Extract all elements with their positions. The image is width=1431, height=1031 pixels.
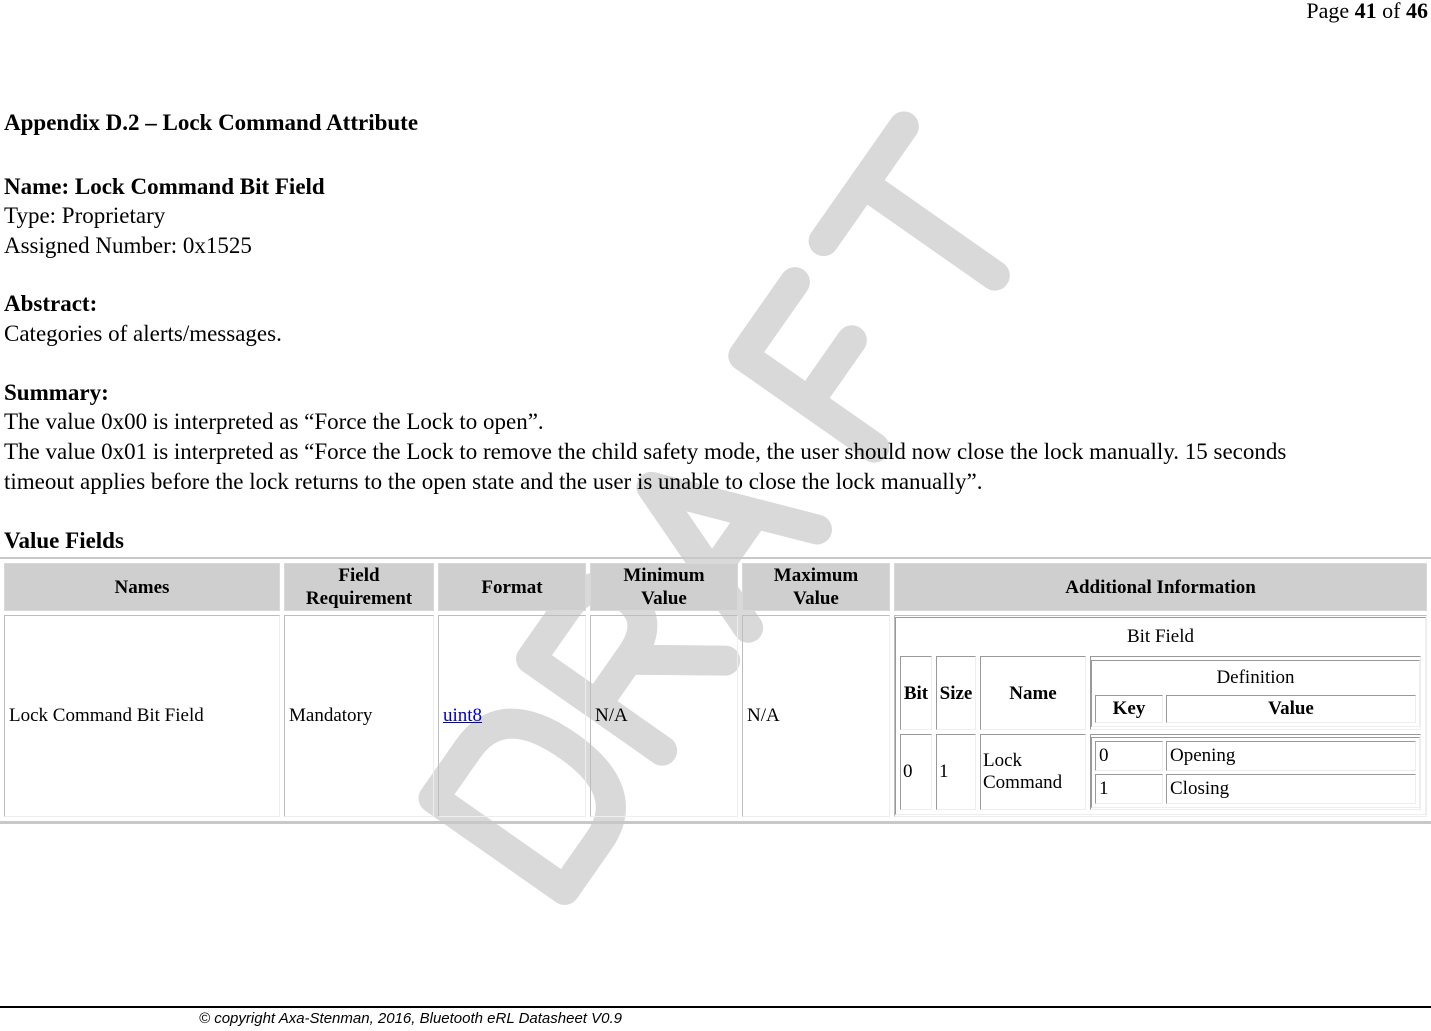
assigned-number-line: Assigned Number: 0x1525 (4, 233, 252, 258)
definition-value: Opening (1166, 741, 1416, 771)
footer-copyright: © copyright Axa-Stenman, 2016, Bluetooth eRL Datasheet V0.9 (199, 1010, 622, 1027)
definition-label: Definition (1216, 667, 1295, 688)
header-minimum-line2: Value (641, 588, 687, 609)
cell-requirement: Mandatory (284, 615, 434, 817)
definition-key: 0 (1095, 741, 1163, 771)
appendix-title: Appendix D.2 – Lock Command Attribute (4, 110, 419, 135)
bitfield-col-definition (1090, 656, 1421, 730)
definition-key-header: Key (1095, 695, 1163, 723)
type-line: Type: Proprietary (4, 203, 166, 228)
abstract-text: Categories of alerts/messages. (4, 321, 282, 346)
bitfield-name-value (980, 734, 1086, 810)
bitfield-table (895, 617, 1426, 815)
bitfield-definition-value (1090, 734, 1421, 810)
bitfield-col-name: Name (980, 656, 1086, 730)
bitfield-col-bit: Bit (900, 656, 932, 730)
cell-format (438, 615, 586, 817)
summary-heading: Summary: (4, 380, 109, 405)
value-fields-table (0, 557, 1431, 824)
header-minimum-line1: Minimum (623, 565, 705, 586)
page-number (1306, 0, 1428, 24)
bitfield-caption: Bit Field (1126, 626, 1195, 647)
definition-header-table (1091, 660, 1420, 727)
bitfield-col-size: Size (936, 656, 976, 730)
bitfield-name-line2: Command (983, 772, 1063, 793)
name-line: Name: Lock Command Bit Field (4, 174, 325, 199)
header-maximum-value (742, 563, 890, 611)
header-minimum-value (590, 563, 738, 611)
format-link[interactable]: uint8 (443, 705, 483, 726)
summary-line-2: The value 0x01 is interpreted as “Force the Lock to remove the child safety mode, the user should now close the lock manually. 15 seconds (4, 439, 1287, 464)
cell-name: Lock Command Bit Field (4, 615, 280, 817)
bitfield-bit-value: 0 (900, 734, 932, 810)
table-header-row (4, 563, 1427, 611)
header-field-requirement (284, 563, 434, 611)
definition-row (1095, 774, 1416, 804)
cell-additional-information (894, 615, 1427, 817)
header-field-requirement-line2: Requirement (305, 588, 413, 609)
summary-line-1: The value 0x00 is interpreted as “Force the Lock to open”. (4, 409, 544, 434)
header-additional-information: Additional Information (894, 563, 1427, 611)
definition-key: 1 (1095, 774, 1163, 804)
abstract-heading: Abstract: (4, 291, 98, 316)
header-format: Format (438, 563, 586, 611)
bitfield-size-value: 1 (936, 734, 976, 810)
footer-rule (0, 1006, 1431, 1008)
cell-minimum: N/A (590, 615, 738, 817)
page-current: 41 (1354, 0, 1377, 23)
header-names: Names (4, 563, 280, 611)
cell-maximum: N/A (742, 615, 890, 817)
page-prefix: Page (1306, 0, 1350, 23)
table-row (4, 615, 1427, 817)
header-maximum-line2: Value (793, 588, 839, 609)
definition-row (1095, 741, 1416, 771)
page-separator: of (1382, 0, 1401, 23)
bitfield-name-line1: Lock (983, 750, 1023, 771)
value-fields-heading: Value Fields (4, 528, 124, 553)
definition-table (1091, 737, 1420, 808)
page-total: 46 (1406, 0, 1428, 23)
definition-value-header: Value (1166, 695, 1416, 723)
summary-line-3: timeout applies before the lock returns to the open state and the user is unable to close the lock manually”. (4, 469, 983, 494)
definition-value: Closing (1166, 774, 1416, 804)
header-maximum-line1: Maximum (773, 565, 859, 586)
header-field-requirement-line1: Field (338, 565, 380, 586)
